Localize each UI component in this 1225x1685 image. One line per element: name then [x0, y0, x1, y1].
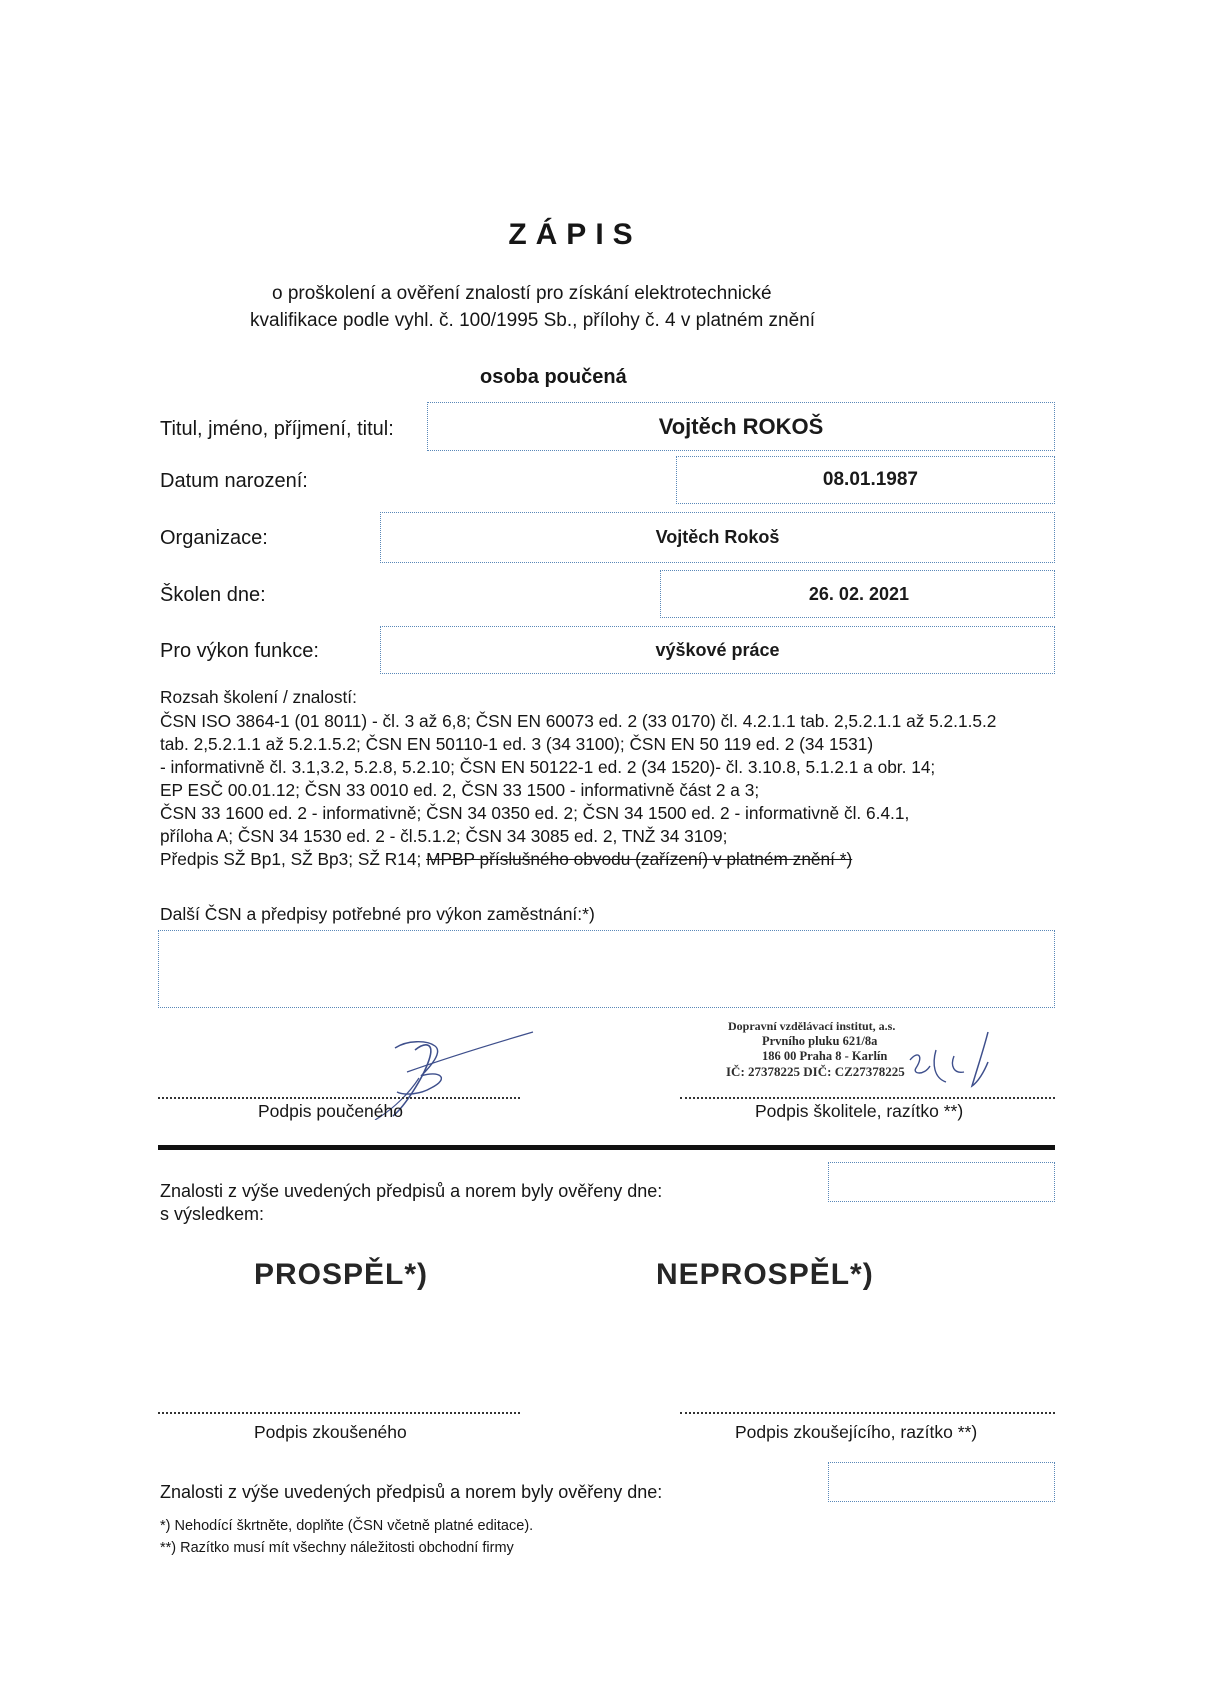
organization-field[interactable] [380, 512, 1055, 563]
verified-date-field-2[interactable] [828, 1462, 1055, 1502]
document-title: ZÁPIS [508, 218, 642, 251]
stamp-line-4: IČ: 27378225 DIČ: CZ27378225 [726, 1064, 905, 1079]
footnote-1: *) Nehodící škrtněte, doplňte (ČSN včetně platné editace). [160, 1518, 534, 1534]
section-divider [158, 1145, 1055, 1150]
function-label: Pro výkon funkce: [160, 640, 319, 662]
scope-line-1: ČSN ISO 3864-1 (01 8011) - čl. 3 až 6,8; ČSN EN 60073 ed. 2 (33 0170) čl. 4.2.1.1 tab. 2,5.2.1.1 až 5.2.1.5.2 [160, 711, 997, 731]
trained-date-label: Školen dne: [160, 584, 266, 606]
company-stamp [726, 1019, 905, 1079]
fail-option[interactable]: NEPROSPĚL*) [656, 1258, 874, 1291]
scope-line-7-prefix: Předpis SŽ Bp1, SŽ Bp3; SŽ R14; [160, 849, 427, 869]
birth-date-value: 08.01.1987 [822, 469, 918, 490]
examiner-signature-caption: Podpis zkoušejícího, razítko **) [735, 1422, 978, 1442]
verified-label-2: Znalosti z výše uvedených předpisů a norem byly ověřeny dne: [160, 1482, 663, 1502]
trainer-signature [880, 1020, 1030, 1100]
other-standards-field[interactable] [158, 930, 1055, 1008]
trainer-signature-caption: Podpis školitele, razítko **) [755, 1101, 964, 1121]
scope-line-7 [160, 848, 852, 871]
function-value: výškové práce [655, 639, 780, 660]
stamp-line-2: Prvního pluku 621/8a [762, 1034, 878, 1048]
scope-line-7-struck: MPBP příslušného obvodu (zařízení) v platném znění *) [426, 849, 853, 869]
result-label: s výsledkem: [160, 1204, 265, 1224]
name-label: Titul, jméno, příjmení, titul: [160, 418, 394, 440]
scope-line-2: tab. 2,5.2.1.1 až 5.2.1.5.2; ČSN EN 50110-1 ed. 3 (34 3100); ČSN EN 50 119 ed. 2 (34 1531) [160, 734, 874, 754]
name-field[interactable] [427, 402, 1055, 451]
examinee-signature-line [158, 1412, 520, 1414]
scope-label: Rozsah školení / znalostí: [160, 687, 357, 707]
pass-option[interactable]: PROSPĚL*) [254, 1258, 429, 1291]
scope-line-3: - informativně čl. 3.1,3.2, 5.2.8, 5.2.10; ČSN EN 50122-1 ed. 2 (34 1520)- čl. 3.10.8, 5.1.2.1 a obr. 14; [160, 757, 936, 777]
verified-label: Znalosti z výše uvedených předpisů a norem byly ověřeny dne: [160, 1181, 663, 1201]
birth-date-label: Datum narození: [160, 470, 308, 492]
verified-date-field[interactable] [828, 1162, 1055, 1202]
stamp-line-1: Dopravní vzdělávací institut, a.s. [728, 1019, 896, 1033]
examinee-signature-caption: Podpis zkoušeného [254, 1422, 407, 1442]
scope-line-6: příloha A; ČSN 34 1530 ed. 2 - čl.5.1.2; ČSN 34 3085 ed. 2, TNŽ 34 3109; [160, 826, 728, 846]
subtitle-line-2: kvalifikace podle vyhl. č. 100/1995 Sb., přílohy č. 4 v platném znění [250, 310, 816, 331]
scope-line-5: ČSN 33 1600 ed. 2 - informativně; ČSN 34 0350 ed. 2; ČSN 34 1500 ed. 2 - informativně čl. 6.4.1, [160, 803, 910, 823]
trained-date-field[interactable] [660, 570, 1055, 618]
trainee-signature-line [158, 1097, 520, 1099]
trainer-signature-line [680, 1097, 1055, 1099]
organization-value: Vojtěch Rokoš [655, 527, 780, 547]
trainee-signature-caption: Podpis poučeného [258, 1101, 403, 1121]
person-type-heading: osoba poučená [480, 366, 627, 388]
trained-date-value: 26. 02. 2021 [808, 583, 909, 604]
name-value: Vojtěch ROKOŠ [658, 413, 824, 439]
birth-date-field[interactable] [676, 456, 1055, 504]
organization-label: Organizace: [160, 527, 268, 549]
footnote-2: **) Razítko musí mít všechny náležitosti obchodní firmy [160, 1540, 514, 1556]
other-standards-label: Další ČSN a předpisy potřebné pro výkon zaměstnání:*) [160, 904, 595, 924]
subtitle-line-1: o proškolení a ověření znalostí pro získání elektrotechnické [272, 283, 772, 304]
function-field[interactable] [380, 626, 1055, 674]
examiner-signature-line [680, 1412, 1055, 1414]
stamp-line-3: 186 00 Praha 8 - Karlín [762, 1049, 888, 1063]
scope-line-4: EP ESČ 00.01.12; ČSN 33 0010 ed. 2, ČSN 33 1500 - informativně část 2 a 3; [160, 780, 760, 800]
